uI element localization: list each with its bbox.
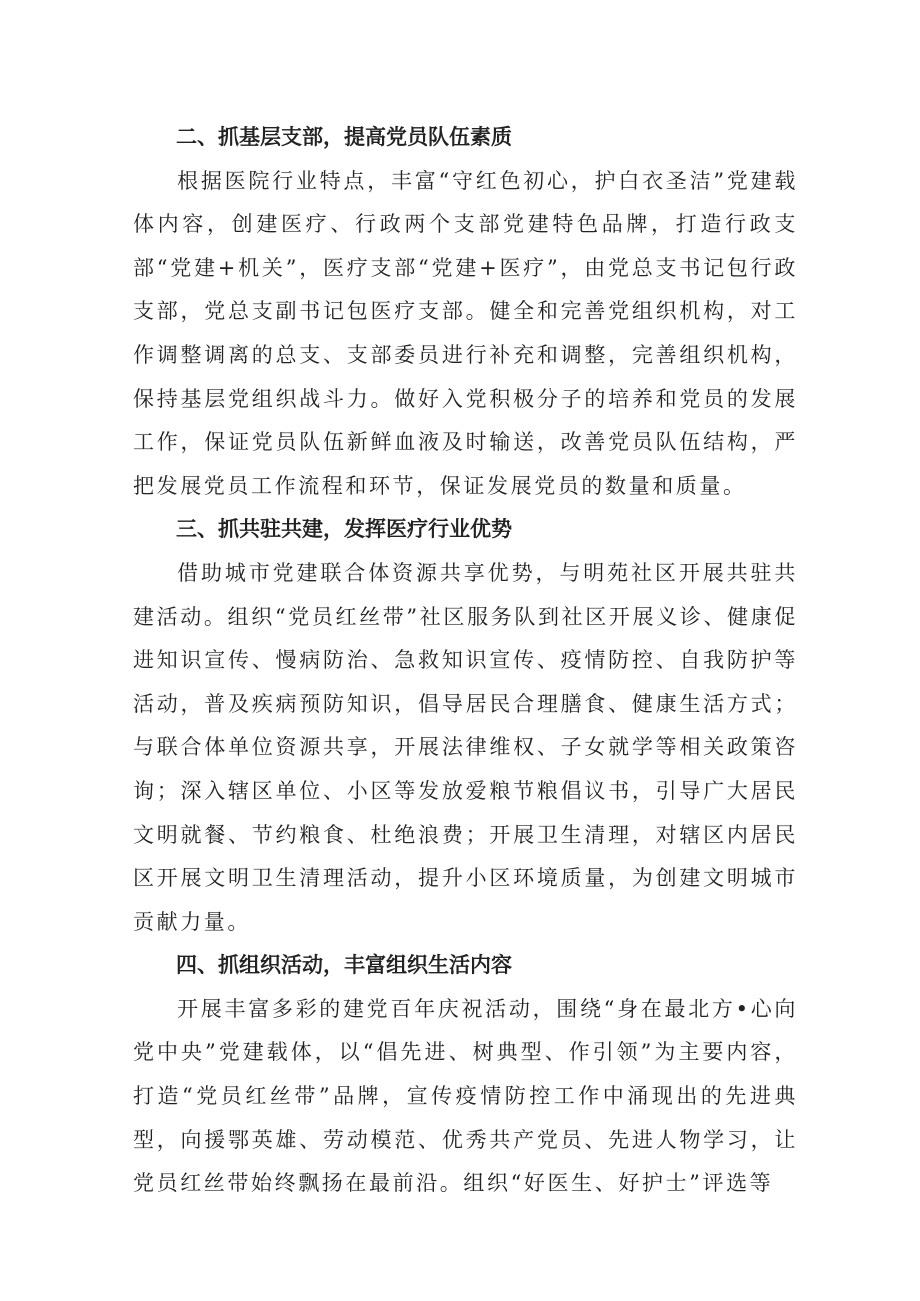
section-paragraph-2: 根据医院行业特点，丰富“守红色初心，护白衣圣洁”党建载体内容，创建医疗、行政两个支部党建特色品牌，打造行政支部“党建+机关”，医疗支部“党建+医疗”，由党总支书记包行政支部，党总支副书记包医疗支部。健全和完善党组织机构，对工作调整调离的总支、支部委员进行补充和调整，完善组织机构，保持基层党组织战斗力。做好入党积极分子的培养和党员的发展工作，保证党员队伍新鲜血液及时输送，改善党员队伍结构，严把发展党员工作流程和环节，保证发展党员的数量和质量。	[133, 168, 798, 498]
document-body	[133, 116, 798, 1206]
section-paragraph-3: 借助城市党建联合体资源共享优势，与明苑社区开展共驻共建活动。组织“党员红丝带”社区服务队到社区开展义诊、健康促进知识宣传、慢病防治、急救知识宣传、疫情防控、自我防护等活动，普及疾病预防知识，倡导居民合理膳食、健康生活方式；与联合体单位资源共享，开展法律维权、子女就学等相关政策咨询；深入辖区单位、小区等发放爱粮节粮倡议书，引导广大居民文明就餐、节约粮食、杜绝浪费；开展卫生清理，对辖区内居民区开展文明卫生清理活动，提升小区环境质量，为创建文明城市贡献力量。	[133, 560, 798, 934]
section-heading-3: 三、抓共驻共建，发挥医疗行业优势	[176, 517, 512, 542]
section-paragraph-4: 开展丰富多彩的建党百年庆祝活动，围绕“身在最北方•心向党中央”党建载体，以“倡先进、树典型、作引领”为主要内容，打造“党员红丝带”品牌，宣传疫情防控工作中涌现出的先进典型，向援鄂英雄、劳动模范、优秀共产党员、先进人物学习，让党员红丝带始终飘扬在最前沿。组织“好医生、好护士”评选等	[133, 996, 798, 1196]
section-heading-4: 四、抓组织活动，丰富组织生活内容	[176, 953, 512, 978]
section-heading-2: 二、抓基层支部，提高党员队伍素质	[176, 125, 512, 149]
